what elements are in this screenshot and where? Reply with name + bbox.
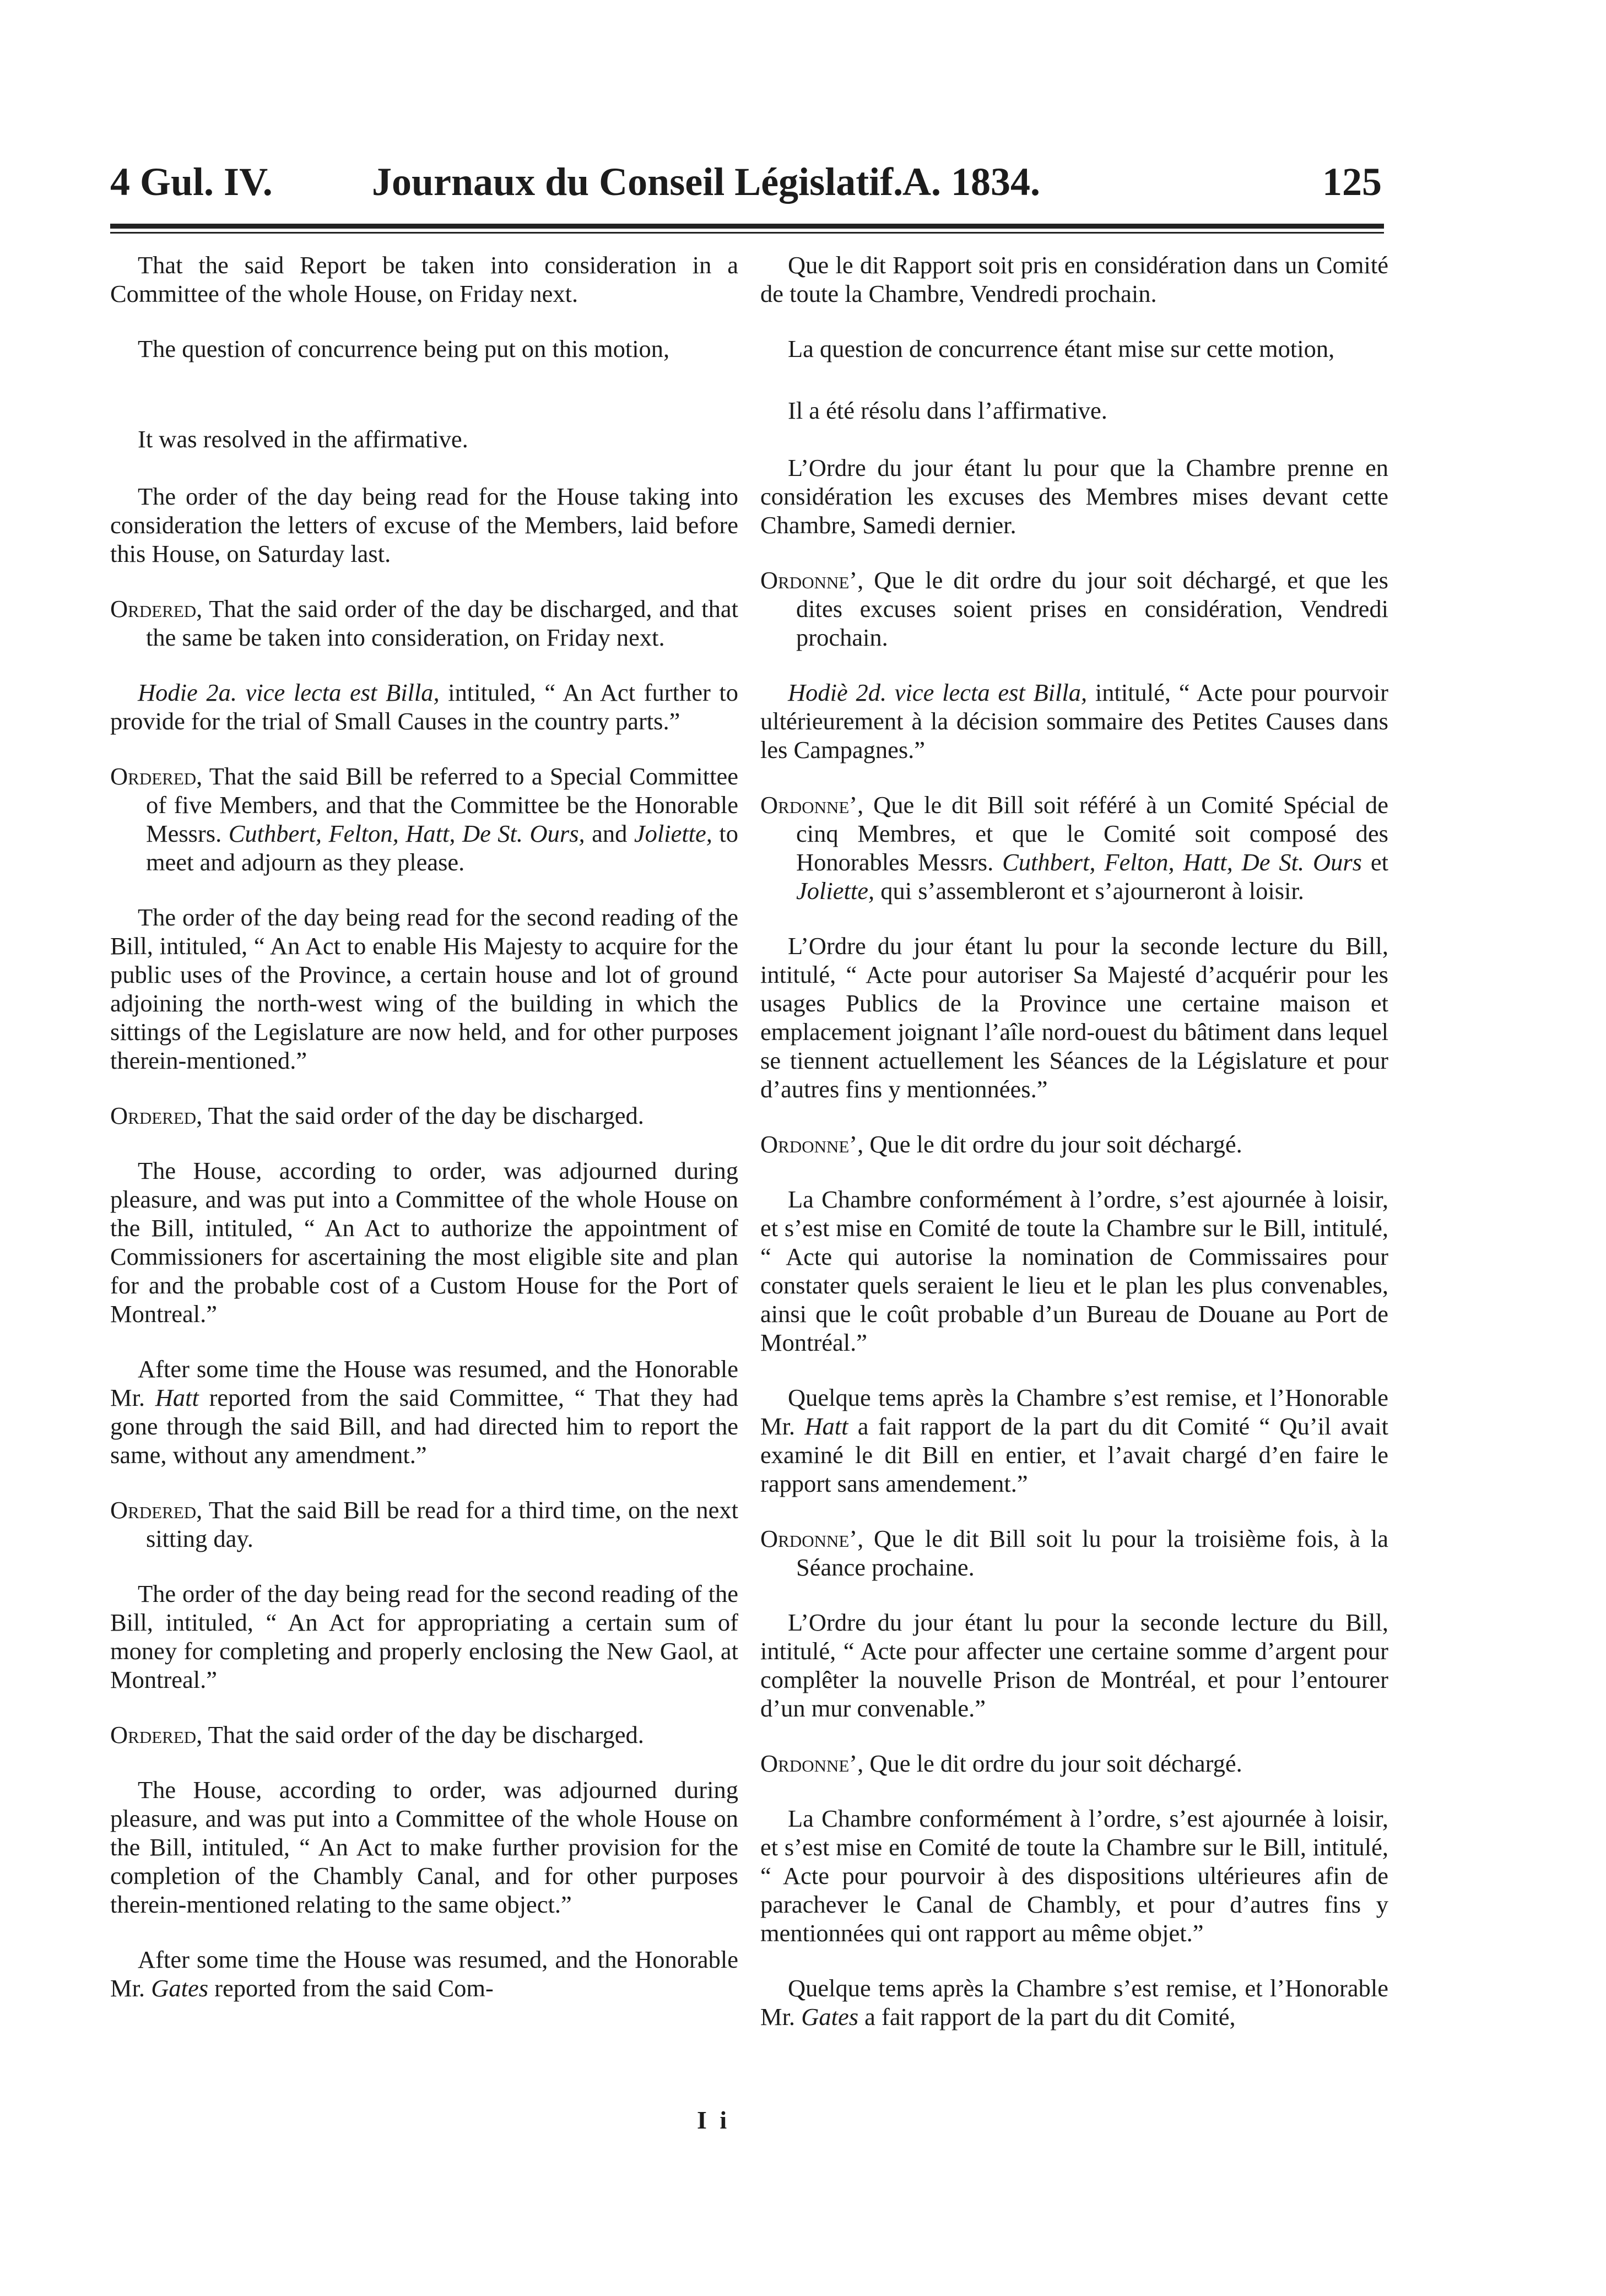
member-name: Joliette, xyxy=(796,877,875,905)
paragraph xyxy=(760,678,1388,764)
order-lead: Ordered, xyxy=(110,1496,203,1524)
journal-title: Journaux du Conseil Législatif. xyxy=(372,160,904,204)
calendar-year: A. 1834. xyxy=(902,160,1040,204)
paragraph: La Chambre conformément à l’ordre, s’est ajournée à loisir, et s’est mise en Comité de toute la Chambre sur le Bill, intitulé, “ Acte pour pourvoir à des dispositions ultérieures afin de parachever le Canal de Chambly, et pour d’autres fins y mentionnées qui ont rapport au même objet.” xyxy=(760,1805,1388,1947)
paragraph-text: Quelque tems après la Chambre s’est remise, et l’Honorable Mr. xyxy=(760,1974,1388,2030)
member-names: Cuthbert, Felton, Hatt, De St. Ours, xyxy=(228,820,585,847)
page-header xyxy=(0,151,1606,212)
paragraph: The House, according to order, was adjourned during pleasure, and was put into a Committee of the whole House on the Bill, intituled, “ An Act to authorize the appointment of Commissioners for ascertaining the most eligible site and plan for and the probable cost of a Custom House for the Port of Montreal.” xyxy=(110,1157,738,1328)
paragraph: L’Ordre du jour étant lu pour que la Chambre prenne en considération les excuses des Membres mises devant cette Chambre, Samedi dernier. xyxy=(760,454,1388,539)
order-entry xyxy=(110,1101,738,1130)
member-names: Cuthbert, Felton, Hatt, De St. Ours xyxy=(1002,848,1362,876)
order-lead: Ordonne’, xyxy=(760,1750,864,1777)
french-column xyxy=(760,251,1388,2031)
paragraph: It was resolved in the affirmative. xyxy=(138,425,468,453)
order-lead: Ordonne’, xyxy=(760,1525,864,1552)
order-lead: Ordered, xyxy=(110,762,203,790)
member-name: Joliette, xyxy=(634,820,712,847)
paragraph-text: Quelque tems après la Chambre s’est remise, et l’Honorable Mr. xyxy=(760,1384,1388,1440)
paragraph xyxy=(110,1355,738,1469)
order-text: That the said order of the day be discharged. xyxy=(208,1102,644,1129)
header-rule-thick xyxy=(110,224,1384,229)
conjunction: et xyxy=(1370,848,1388,876)
order-entry xyxy=(760,790,1388,905)
paragraph xyxy=(110,678,738,735)
paragraph: The order of the day being read for the second reading of the Bill, intituled, “ An Act for appropriating a certain sum of money for completing and properly enclosing the New Gaol, at Montreal.” xyxy=(110,1580,738,1693)
order-entry xyxy=(760,566,1388,652)
order-text: Que le dit Bill soit lu pour la troisième fois, à la Séance prochaine. xyxy=(796,1525,1388,1581)
member-name: Gates xyxy=(151,1974,209,2002)
paragraph-text: a fait rapport de la part du dit Comité, xyxy=(864,2003,1236,2030)
order-text: That the said order of the day be discharged, and that the same be taken into consideration, on Friday next. xyxy=(146,595,738,651)
paragraph xyxy=(110,1945,738,2002)
paragraph: La question de concurrence étant mise sur cette motion, xyxy=(788,335,1335,362)
conjunction: and xyxy=(592,820,628,847)
order-lead: Ordonne’, xyxy=(760,1130,864,1158)
bill-title: intituled, “ An Act further to provide for the trial of Small Causes in the country parts.” xyxy=(110,679,739,735)
order-text: That the said order of the day be discharged. xyxy=(208,1721,644,1748)
order-text: Que le dit ordre du jour soit déchargé, et que les dites excuses soient prises en considération, Vendredi prochain. xyxy=(796,566,1388,651)
paragraph xyxy=(760,1974,1388,2031)
order-lead: Ordered, xyxy=(110,1721,203,1748)
order-entry xyxy=(110,762,738,876)
english-column xyxy=(110,251,738,2002)
order-text: That the said Bill be read for a third time, on the next sitting day. xyxy=(146,1496,738,1552)
latin-formula: Hodiè 2d. vice lecta est Billa, xyxy=(788,679,1088,706)
order-text: Que le dit Bill soit référé à un Comité Spécial de cinq Membres, et que le Comité soit composé des Honorables Messrs. xyxy=(796,791,1389,876)
paragraph: The House, according to order, was adjourned during pleasure, and was put into a Committee of the whole House on the Bill, intituled, “ An Act to make further provision for the completion of the Chambly Canal, and for other purposes therein-mentioned relating to the same object.” xyxy=(110,1776,738,1918)
paragraph: L’Ordre du jour étant lu pour la seconde lecture du Bill, intitulé, “ Acte pour affecter une certaine somme d’argent pour complêter la nouvelle Prison de Montréal, et pour l’entourer d’un mur convenable.” xyxy=(760,1609,1388,1722)
order-text: qui s’assembleront et s’ajourneront à loisir. xyxy=(880,877,1304,905)
order-entry xyxy=(760,1749,1388,1778)
bill-title: intitulé, “ Acte pour pourvoir ultérieurement à la décision sommaire des Petites Causes dans les Campagnes.” xyxy=(760,679,1389,763)
order-entry xyxy=(110,594,738,652)
paragraph: The order of the day being read for the second reading of the Bill, intituled, “ An Act to enable His Majesty to acquire for the public uses of the Province, a certain house and lot of ground adjoining the north-west wing of the building in which the sittings of the Legislature are now held, and for other purposes therein-mentioned.” xyxy=(110,903,738,1074)
paragraph-text: reported from the said Committee, “ That they had gone through the said Bill, and had directed him to report the same, without any amendment.” xyxy=(110,1384,739,1469)
paragraph-text: a fait rapport de la part du dit Comité “ Qu’il avait examiné le dit Bill en entier, et l’avait chargé d’en faire le rapport sans amendement.” xyxy=(760,1412,1389,1497)
paragraph: That the said Report be taken into consideration in a Committee of the whole House, on Friday next. xyxy=(110,251,738,307)
order-text: Que le dit ordre du jour soit déchargé. xyxy=(869,1130,1242,1158)
paragraph-text: reported from the said Com- xyxy=(214,1974,494,2002)
member-name: Hatt xyxy=(155,1384,199,1411)
page-number: 125 xyxy=(1322,160,1382,204)
member-name: Hatt xyxy=(804,1412,848,1440)
order-entry xyxy=(110,1720,738,1749)
paragraph: The question of concurrence being put on this motion, xyxy=(138,335,670,362)
paragraph: La Chambre conformément à l’ordre, s’est ajournée à loisir, et s’est mise en Comité de toute la Chambre sur le Bill, intitulé, “ Acte qui autorise la nomination de Commissaires pour constater quels seraient le lieu et le plan les plus convenables, ainsi que le coût probable d’un Bureau de Douane au Port de Montréal.” xyxy=(760,1185,1388,1356)
regnal-year: 4 Gul. IV. xyxy=(110,160,273,204)
order-lead: Ordered, xyxy=(110,595,203,622)
order-lead: Ordonne’, xyxy=(760,791,864,819)
order-text: Que le dit ordre du jour soit déchargé. xyxy=(869,1750,1242,1777)
latin-formula: Hodie 2a. vice lecta est Billa, xyxy=(138,679,440,706)
paragraph-text: After some time the House was resumed, and the Honorable Mr. xyxy=(110,1946,738,2002)
order-entry xyxy=(760,1130,1388,1158)
paragraph xyxy=(760,1383,1388,1498)
signature-mark: I i xyxy=(697,2106,731,2134)
order-lead: Ordonne’, xyxy=(760,566,864,594)
paragraph: The order of the day being read for the House taking into consideration the letters of excuse of the Members, laid before this House, on Saturday last. xyxy=(110,483,738,567)
paragraph: Il a été résolu dans l’affirmative. xyxy=(788,397,1107,424)
order-text: That the said Bill be referred to a Special Committee of five Members, and that the Committee be the Honorable Messrs. xyxy=(146,762,738,847)
paragraph: L’Ordre du jour étant lu pour la seconde lecture du Bill, intitulé, “ Acte pour autoriser Sa Majesté d’acquérir pour les usages Publics de la Province une certaine maison et emplacement joignant l’aîle nord-ouest du bâtiment dans lequel se tiennent actuellement les Séances de la Législature et pour d’autres fins y mentionnées.” xyxy=(760,932,1388,1103)
member-name: Gates xyxy=(801,2003,859,2030)
order-text: to meet and adjourn as they please. xyxy=(146,820,739,876)
order-lead: Ordered, xyxy=(110,1102,203,1129)
paragraph: Que le dit Rapport soit pris en considération dans un Comité de toute la Chambre, Vendredi prochain. xyxy=(760,251,1388,307)
order-entry xyxy=(760,1524,1388,1582)
header-rule-thin xyxy=(110,232,1384,234)
paragraph-text: After some time the House was resumed, and the Honorable Mr. xyxy=(110,1355,738,1411)
order-entry xyxy=(110,1496,738,1553)
